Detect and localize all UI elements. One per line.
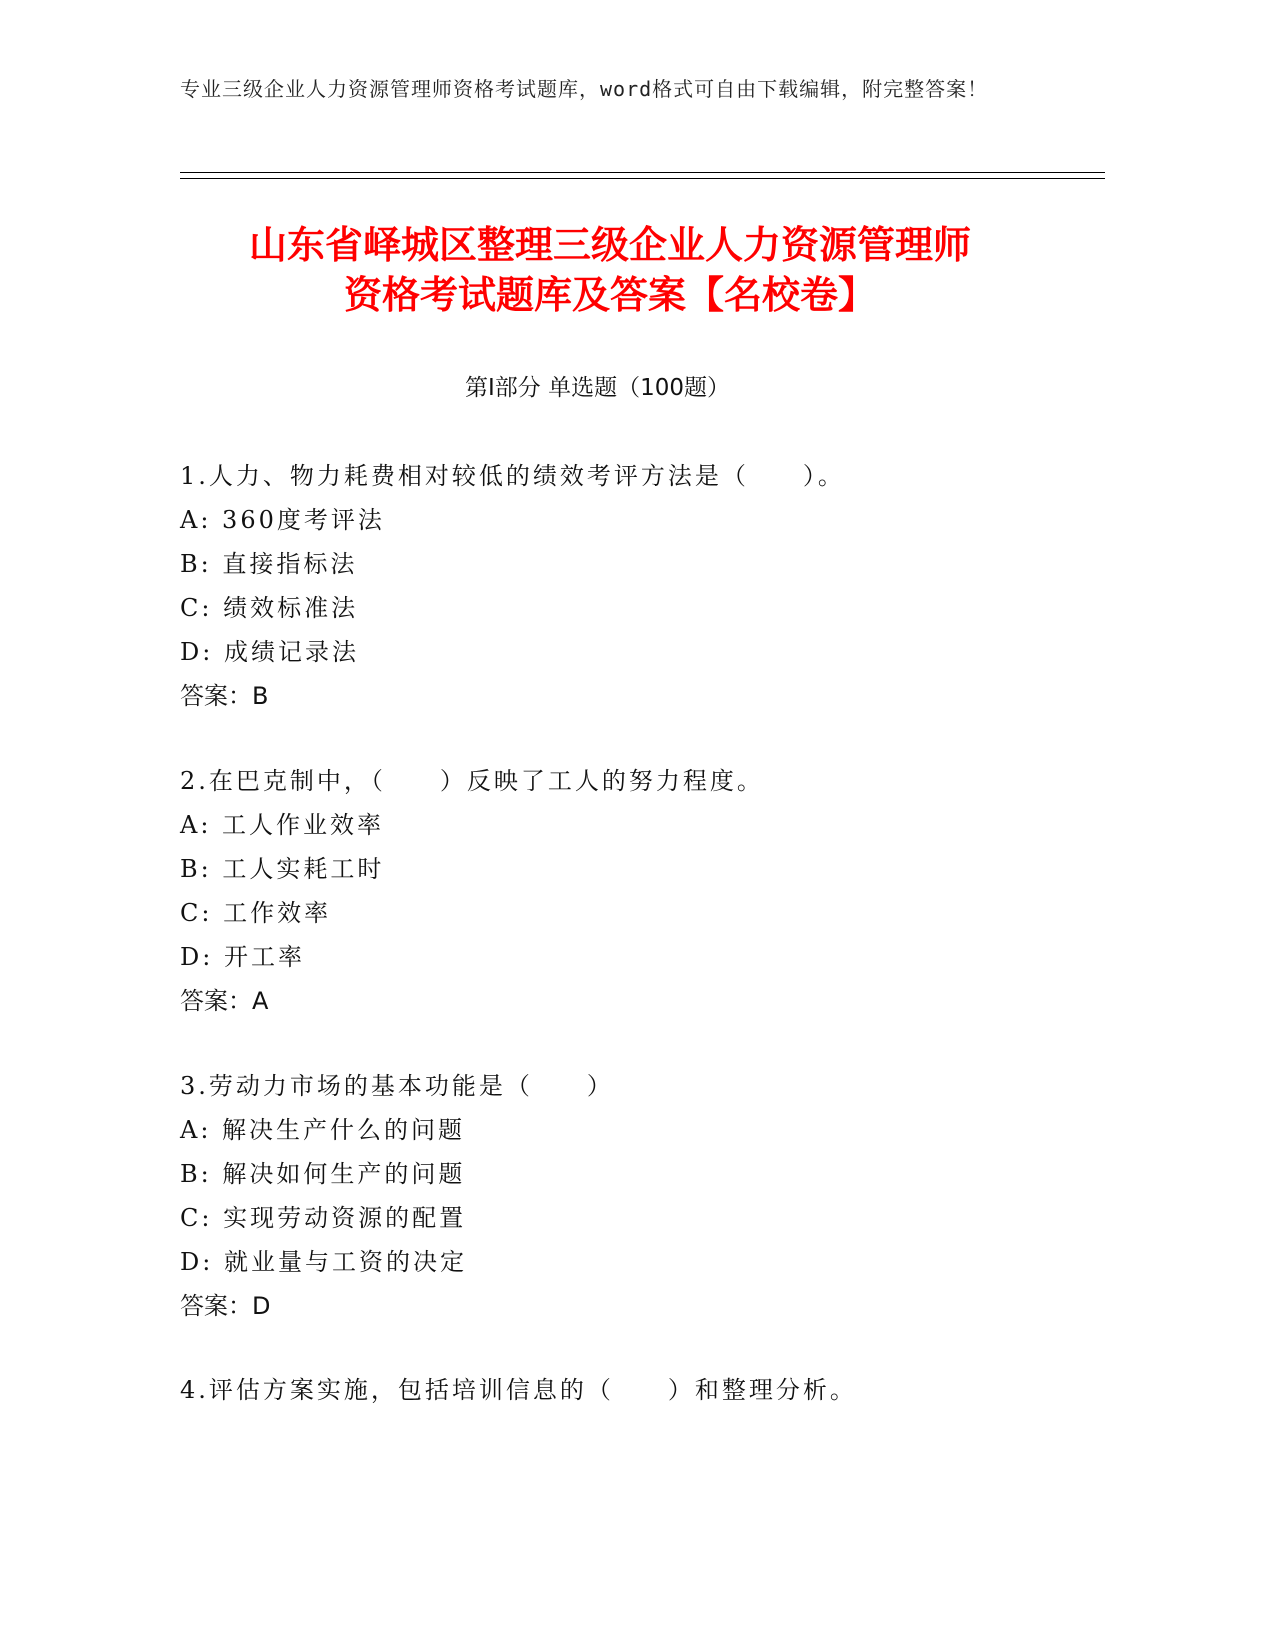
option-d: D: 开工率 [180,943,305,971]
option-c: C: 工作效率 [180,899,332,927]
option-a: A: 工人作业效率 [180,811,385,839]
option-b: B: 工人实耗工时 [180,855,385,883]
option-a: A: 解决生产什么的问题 [180,1116,466,1144]
question-stem: 3.劳动力市场的基本功能是（ ） [180,1072,614,1100]
question-1 [180,454,1100,718]
document-title-line-1: 山东省峄城区整理三级企业人力资源管理师 [248,223,971,267]
header-divider-top [180,172,1105,173]
document-title-line-2: 资格考试题库及答案【名校卷】 [343,273,876,317]
header-note: 专业三级企业人力资源管理师资格考试题库，word格式可自由下载编辑，附完整答案！ [180,77,989,101]
option-c: C: 实现劳动资源的配置 [180,1204,467,1232]
option-d: D: 成绩记录法 [180,638,359,666]
option-b: B: 解决如何生产的问题 [180,1160,466,1188]
header-divider-bottom [180,178,1105,179]
option-c: C: 绩效标准法 [180,594,359,622]
question-3 [180,1064,1100,1328]
question-2 [180,759,1100,1023]
question-stem: 1.人力、物力耗费相对较低的绩效考评方法是（ ）。 [180,462,845,490]
option-b: B: 直接指标法 [180,550,358,578]
option-a: A: 360度考评法 [180,506,385,534]
question-stem: 2.在巴克制中，（ ）反映了工人的努力程度。 [180,767,764,795]
answer-label: 答案：B [180,682,269,710]
section-heading: 第I部分 单选题（100题） [465,375,730,401]
answer-label: 答案：D [180,1292,271,1320]
option-d: D: 就业量与工资的决定 [180,1248,467,1276]
answer-label: 答案：A [180,987,269,1015]
question-4 [180,1368,1100,1412]
question-stem: 4.评估方案实施，包括培训信息的（ ）和整理分析。 [180,1376,857,1404]
